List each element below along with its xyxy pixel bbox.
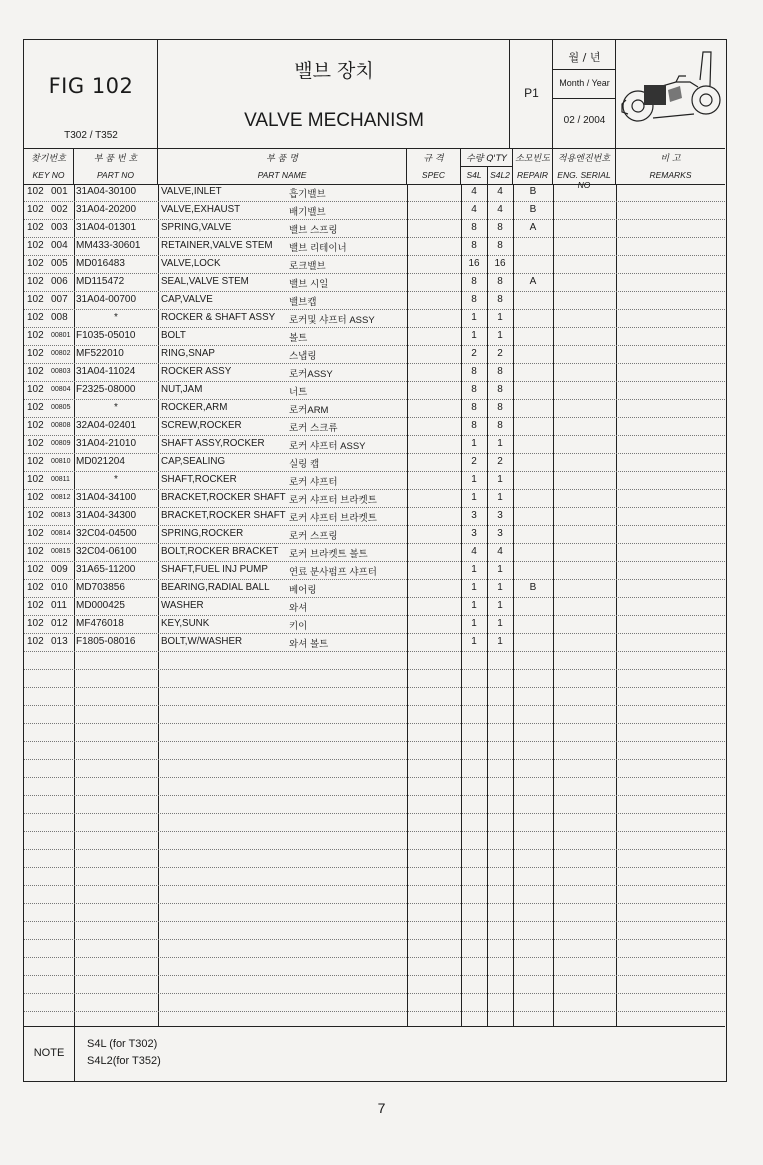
part-name-korean: 로커 샤프터 — [289, 477, 338, 488]
part-name-korean: 키이 — [289, 621, 308, 632]
part-name-english: VALVE,EXHAUST — [161, 204, 241, 215]
qty-s4l: 4 — [471, 186, 477, 197]
table-row — [24, 400, 725, 418]
qty-s4l2: 1 — [497, 438, 503, 449]
empty-row — [24, 760, 725, 778]
part-name-korean: 로커 브라켓트 볼트 — [289, 549, 368, 560]
key-no-prefix: 102 — [27, 330, 44, 341]
key-no-prefix: 102 — [27, 474, 44, 485]
col-remarks: 비 고 REMARKS — [649, 154, 692, 180]
empty-row — [24, 796, 725, 814]
empty-row — [24, 994, 725, 1012]
empty-row — [24, 868, 725, 886]
key-no-prefix: 102 — [27, 258, 44, 269]
table-row — [24, 382, 725, 400]
part-name-korean: 로커ARM — [289, 405, 329, 416]
key-no-suffix: 007 — [51, 294, 68, 305]
key-no-prefix: 102 — [27, 276, 44, 287]
empty-row — [24, 706, 725, 724]
key-no-suffix: 005 — [51, 258, 68, 269]
part-number: 31A04-21010 — [76, 438, 137, 449]
part-number: 31A04-11024 — [76, 366, 136, 377]
key-no-prefix: 102 — [27, 240, 44, 251]
key-no-suffix: 00801 — [51, 332, 71, 339]
qty-s4l: 1 — [471, 492, 477, 503]
key-no-suffix: 00813 — [51, 512, 71, 519]
part-name-korean: 너트 — [289, 387, 308, 398]
qty-s4l2: 1 — [497, 564, 503, 575]
key-no-suffix: 011 — [51, 600, 67, 611]
part-name-english: BRACKET,ROCKER SHAFT — [161, 492, 286, 503]
part-name-english: VALVE,INLET — [161, 186, 222, 197]
part-name-english: SHAFT,ROCKER — [161, 474, 237, 485]
key-no-prefix: 102 — [27, 528, 44, 539]
key-no-prefix: 102 — [27, 312, 44, 323]
qty-s4l: 1 — [471, 600, 477, 611]
part-name-english: SHAFT ASSY,ROCKER — [161, 438, 265, 449]
empty-row — [24, 652, 725, 670]
part-name-korean: 와셔 — [289, 603, 308, 614]
part-number: MM433-30601 — [76, 240, 141, 251]
key-no-suffix: 008 — [51, 312, 68, 323]
sheet-header — [24, 40, 725, 149]
key-no-suffix: 00804 — [51, 386, 71, 393]
qty-s4l: 8 — [471, 420, 477, 431]
part-number: 31A65-11200 — [76, 564, 136, 575]
part-number: F1805-08016 — [76, 636, 136, 647]
table-row — [24, 526, 725, 544]
qty-s4l2: 1 — [497, 600, 503, 611]
empty-row — [24, 922, 725, 940]
page-number: 7 — [377, 1100, 386, 1116]
part-name-english: SPRING,VALVE — [161, 222, 232, 233]
qty-s4l: 4 — [471, 204, 477, 215]
table-row — [24, 454, 725, 472]
empty-row — [24, 940, 725, 958]
key-no-suffix: 00802 — [51, 350, 71, 357]
key-no-suffix: 00803 — [51, 368, 71, 375]
qty-s4l: 2 — [471, 348, 477, 359]
key-no-suffix: 006 — [51, 276, 68, 287]
note-section — [24, 1026, 725, 1082]
table-row — [24, 580, 725, 598]
part-name-korean: 와셔 볼트 — [289, 639, 329, 650]
qty-s4l: 1 — [471, 618, 477, 629]
date-label-english: Month / Year — [559, 78, 610, 88]
part-name-english: BRACKET,ROCKER SHAFT — [161, 510, 286, 521]
qty-s4l2: 8 — [497, 240, 503, 251]
part-name-korean: 배기밸브 — [289, 207, 326, 218]
empty-row — [24, 976, 725, 994]
empty-row — [24, 670, 725, 688]
part-name-korean: 밸브캡 — [289, 297, 317, 308]
part-number: 31A04-20200 — [76, 204, 137, 215]
qty-s4l2: 1 — [497, 492, 503, 503]
col-serial: 적용엔진번호 ENG. SERIAL NO — [553, 148, 616, 184]
part-name-korean: 로크밸브 — [289, 261, 326, 272]
part-name-korean: 연료 분사펌프 샤프터 — [289, 567, 377, 578]
part-name-english: BEARING,RADIAL BALL — [161, 582, 270, 593]
part-number: MD000425 — [76, 600, 125, 611]
col-repair: 소모빈도 REPAIR — [513, 148, 553, 184]
part-name-korean: 볼트 — [289, 333, 308, 344]
qty-s4l: 1 — [471, 564, 477, 575]
part-name-korean: 로커 샤프터 브라켓트 — [289, 513, 377, 524]
key-no-suffix: 013 — [51, 636, 68, 647]
part-number: MD016483 — [76, 258, 125, 269]
empty-row — [24, 904, 725, 922]
qty-s4l2: 8 — [497, 276, 503, 287]
qty-s4l: 1 — [471, 330, 477, 341]
key-no-prefix: 102 — [27, 186, 44, 197]
part-name-english: VALVE,LOCK — [161, 258, 221, 269]
col-part-name: 부 품 명 PART NAME — [158, 148, 407, 184]
qty-s4l: 8 — [471, 402, 477, 413]
table-row — [24, 598, 725, 616]
key-no-suffix: 009 — [51, 564, 68, 575]
qty-s4l: 1 — [471, 582, 477, 593]
empty-row — [24, 724, 725, 742]
part-name-english: RETAINER,VALVE STEM — [161, 240, 273, 251]
empty-row — [24, 886, 725, 904]
qty-s4l: 8 — [471, 366, 477, 377]
qty-s4l: 1 — [471, 474, 477, 485]
part-name-korean: 실링 캡 — [289, 459, 320, 470]
key-no-prefix: 102 — [27, 510, 44, 521]
part-name-english: SPRING,ROCKER — [161, 528, 244, 539]
part-name-english: CAP,VALVE — [161, 294, 213, 305]
part-name-english: BOLT — [161, 330, 186, 341]
part-number: 32C04-06100 — [76, 546, 137, 557]
table-row — [24, 328, 725, 346]
key-no-suffix: 012 — [51, 618, 68, 629]
qty-s4l2: 2 — [497, 456, 503, 467]
part-name-english: SHAFT,FUEL INJ PUMP — [161, 564, 268, 575]
qty-s4l2: 2 — [497, 348, 503, 359]
part-name-korean: 로커및 샤프터 ASSY — [289, 315, 375, 326]
key-no-prefix: 102 — [27, 456, 44, 467]
model-numbers: T302 / T352 — [64, 130, 118, 141]
part-name-english: WASHER — [161, 600, 204, 611]
part-name-english: ROCKER & SHAFT ASSY — [161, 312, 276, 323]
key-no-prefix: 102 — [27, 492, 44, 503]
qty-s4l: 8 — [471, 240, 477, 251]
qty-s4l: 2 — [471, 456, 477, 467]
repair-code: B — [529, 582, 537, 593]
key-no-prefix: 102 — [27, 420, 44, 431]
repair-code: A — [529, 222, 537, 233]
qty-s4l2: 1 — [497, 474, 503, 485]
part-name-english: SCREW,ROCKER — [161, 420, 242, 431]
table-row — [24, 346, 725, 364]
tractor-logo-cell — [616, 40, 725, 148]
part-name-korean: 밸브 스프링 — [289, 225, 338, 236]
part-number: * — [114, 474, 118, 485]
table-row — [24, 544, 725, 562]
part-name-korean: 베어링 — [289, 585, 317, 596]
key-no-prefix: 102 — [27, 348, 44, 359]
qty-s4l: 1 — [471, 636, 477, 647]
part-name-korean: 밸브 시일 — [289, 279, 329, 290]
key-no-suffix: 00808 — [51, 422, 71, 429]
key-no-prefix: 102 — [27, 294, 44, 305]
qty-s4l: 1 — [471, 438, 477, 449]
part-number: MD021204 — [76, 456, 125, 467]
key-no-prefix: 102 — [27, 600, 44, 611]
table-row — [24, 238, 725, 256]
qty-s4l2: 8 — [497, 294, 503, 305]
empty-row — [24, 850, 725, 868]
part-name-english: NUT,JAM — [161, 384, 203, 395]
note-line-2: S4L2(for T352) — [87, 1055, 161, 1067]
table-row — [24, 310, 725, 328]
key-no-prefix: 102 — [27, 582, 44, 593]
qty-s4l2: 4 — [497, 186, 503, 197]
date-value: 02 / 2004 — [563, 115, 606, 126]
qty-s4l: 1 — [471, 312, 477, 323]
part-number: MD115472 — [76, 276, 125, 287]
empty-row — [24, 832, 725, 850]
part-name-english: ROCKER,ARM — [161, 402, 228, 413]
part-name-english: CAP,SEALING — [161, 456, 226, 467]
key-no-suffix: 00815 — [51, 548, 71, 555]
qty-s4l: 8 — [471, 222, 477, 233]
key-no-prefix: 102 — [27, 564, 44, 575]
part-name-english: ROCKER ASSY — [161, 366, 232, 377]
col-key-no: 찾기번호 KEY NO — [24, 148, 74, 184]
part-name-korean: 흡기밸브 — [289, 189, 326, 200]
table-row — [24, 274, 725, 292]
key-no-prefix: 102 — [27, 618, 44, 629]
table-row — [24, 184, 725, 202]
part-name-korean: 밸브 리테이너 — [289, 243, 347, 254]
qty-s4l2: 1 — [497, 582, 503, 593]
qty-s4l2: 1 — [497, 618, 503, 629]
qty-s4l: 16 — [468, 258, 480, 269]
qty-s4l2: 4 — [497, 546, 503, 557]
parts-sheet — [23, 39, 727, 1082]
table-row — [24, 364, 725, 382]
qty-s4l2: 8 — [497, 384, 503, 395]
key-no-prefix: 102 — [27, 222, 44, 233]
part-name-korean: 로커 스프링 — [289, 531, 338, 542]
empty-row — [24, 778, 725, 796]
qty-s4l2: 3 — [497, 510, 503, 521]
qty-s4l2: 1 — [497, 312, 503, 323]
table-row — [24, 202, 725, 220]
part-name-english: RING,SNAP — [161, 348, 215, 359]
key-no-suffix: 00812 — [51, 494, 71, 501]
part-number: F1035-05010 — [76, 330, 136, 341]
key-no-suffix: 001 — [51, 186, 68, 197]
empty-row — [24, 742, 725, 760]
table-row — [24, 634, 725, 652]
col-spec: 규 격 SPEC — [407, 148, 461, 184]
qty-s4l: 8 — [471, 276, 477, 287]
part-name-korean: 로커 샤프터 브라켓트 — [289, 495, 377, 506]
key-no-suffix: 003 — [51, 222, 68, 233]
key-no-suffix: 004 — [51, 240, 68, 251]
qty-s4l2: 8 — [497, 402, 503, 413]
qty-s4l: 4 — [471, 546, 477, 557]
key-no-suffix: 00814 — [51, 530, 71, 537]
key-no-prefix: 102 — [27, 546, 44, 557]
table-row — [24, 220, 725, 238]
empty-row — [24, 958, 725, 976]
key-no-suffix: 002 — [51, 204, 68, 215]
part-name-korean: 로커ASSY — [289, 369, 333, 380]
qty-s4l: 3 — [471, 510, 477, 521]
table-row — [24, 472, 725, 490]
figure-cell — [24, 40, 158, 148]
table-row — [24, 616, 725, 634]
parts-table-body — [24, 184, 725, 1026]
qty-s4l: 8 — [471, 294, 477, 305]
part-name-korean: 스냅링 — [289, 351, 317, 362]
page-code: P1 — [524, 86, 539, 100]
table-row — [24, 436, 725, 454]
part-name-korean: 로커 샤프터 ASSY — [289, 441, 366, 452]
key-no-suffix: 010 — [51, 582, 68, 593]
col-qty: 수량 Q'TY S4L S4L2 — [461, 148, 513, 184]
part-number: 31A04-34300 — [76, 510, 137, 521]
table-row — [24, 508, 725, 526]
part-number: 31A04-34100 — [76, 492, 137, 503]
title-english: VALVE MECHANISM — [244, 110, 424, 131]
part-number: MF522010 — [76, 348, 124, 359]
note-label: NOTE — [33, 1047, 65, 1059]
qty-s4l2: 1 — [497, 636, 503, 647]
key-no-prefix: 102 — [27, 438, 44, 449]
empty-row — [24, 814, 725, 832]
part-number: MF476018 — [76, 618, 124, 629]
key-no-suffix: 00805 — [51, 404, 71, 411]
part-number: MD703856 — [76, 582, 125, 593]
part-name-english: BOLT,ROCKER BRACKET — [161, 546, 279, 557]
part-name-english: BOLT,W/WASHER — [161, 636, 243, 647]
date-label-korean: 월 / 년 — [568, 51, 601, 64]
page-cell — [510, 40, 553, 148]
part-number: 31A04-01301 — [76, 222, 137, 233]
figure-number: FIG 102 — [48, 74, 134, 98]
key-no-prefix: 102 — [27, 204, 44, 215]
empty-row — [24, 688, 725, 706]
key-no-prefix: 102 — [27, 384, 44, 395]
repair-code: A — [529, 276, 537, 287]
repair-code: B — [529, 186, 537, 197]
title-cell — [158, 40, 510, 148]
key-no-suffix: 00811 — [51, 476, 70, 483]
part-name-english: KEY,SUNK — [161, 618, 210, 629]
key-no-suffix: 00810 — [51, 458, 71, 465]
part-name-korean: 로커 스크류 — [289, 423, 338, 434]
tractor-icon — [616, 40, 725, 148]
qty-s4l2: 8 — [497, 366, 503, 377]
part-number: 32A04-02401 — [76, 420, 137, 431]
key-no-prefix: 102 — [27, 366, 44, 377]
table-row — [24, 490, 725, 508]
key-no-prefix: 102 — [27, 636, 44, 647]
qty-s4l2: 8 — [497, 420, 503, 431]
qty-s4l: 3 — [471, 528, 477, 539]
part-number: 31A04-00700 — [76, 294, 137, 305]
part-number: * — [114, 312, 118, 323]
part-number: F2325-08000 — [76, 384, 136, 395]
repair-code: B — [529, 204, 537, 215]
qty-s4l2: 1 — [497, 330, 503, 341]
key-no-suffix: 00809 — [51, 440, 71, 447]
date-cell — [553, 40, 616, 148]
qty-s4l2: 3 — [497, 528, 503, 539]
note-line-1: S4L (for T302) — [87, 1038, 158, 1050]
column-header-row — [24, 148, 725, 190]
table-row — [24, 418, 725, 436]
part-number: 31A04-30100 — [76, 186, 137, 197]
part-number: * — [114, 402, 118, 413]
part-number: 32C04-04500 — [76, 528, 137, 539]
qty-s4l2: 4 — [497, 204, 503, 215]
col-part-no: 부 품 번 호 PART NO — [74, 148, 158, 184]
part-name-english: SEAL,VALVE STEM — [161, 276, 249, 287]
table-row — [24, 562, 725, 580]
table-row — [24, 292, 725, 310]
qty-s4l: 8 — [471, 384, 477, 395]
key-no-prefix: 102 — [27, 402, 44, 413]
table-row — [24, 256, 725, 274]
title-korean: 밸브 장치 — [294, 60, 374, 82]
qty-s4l2: 8 — [497, 222, 503, 233]
qty-s4l2: 16 — [494, 258, 506, 269]
